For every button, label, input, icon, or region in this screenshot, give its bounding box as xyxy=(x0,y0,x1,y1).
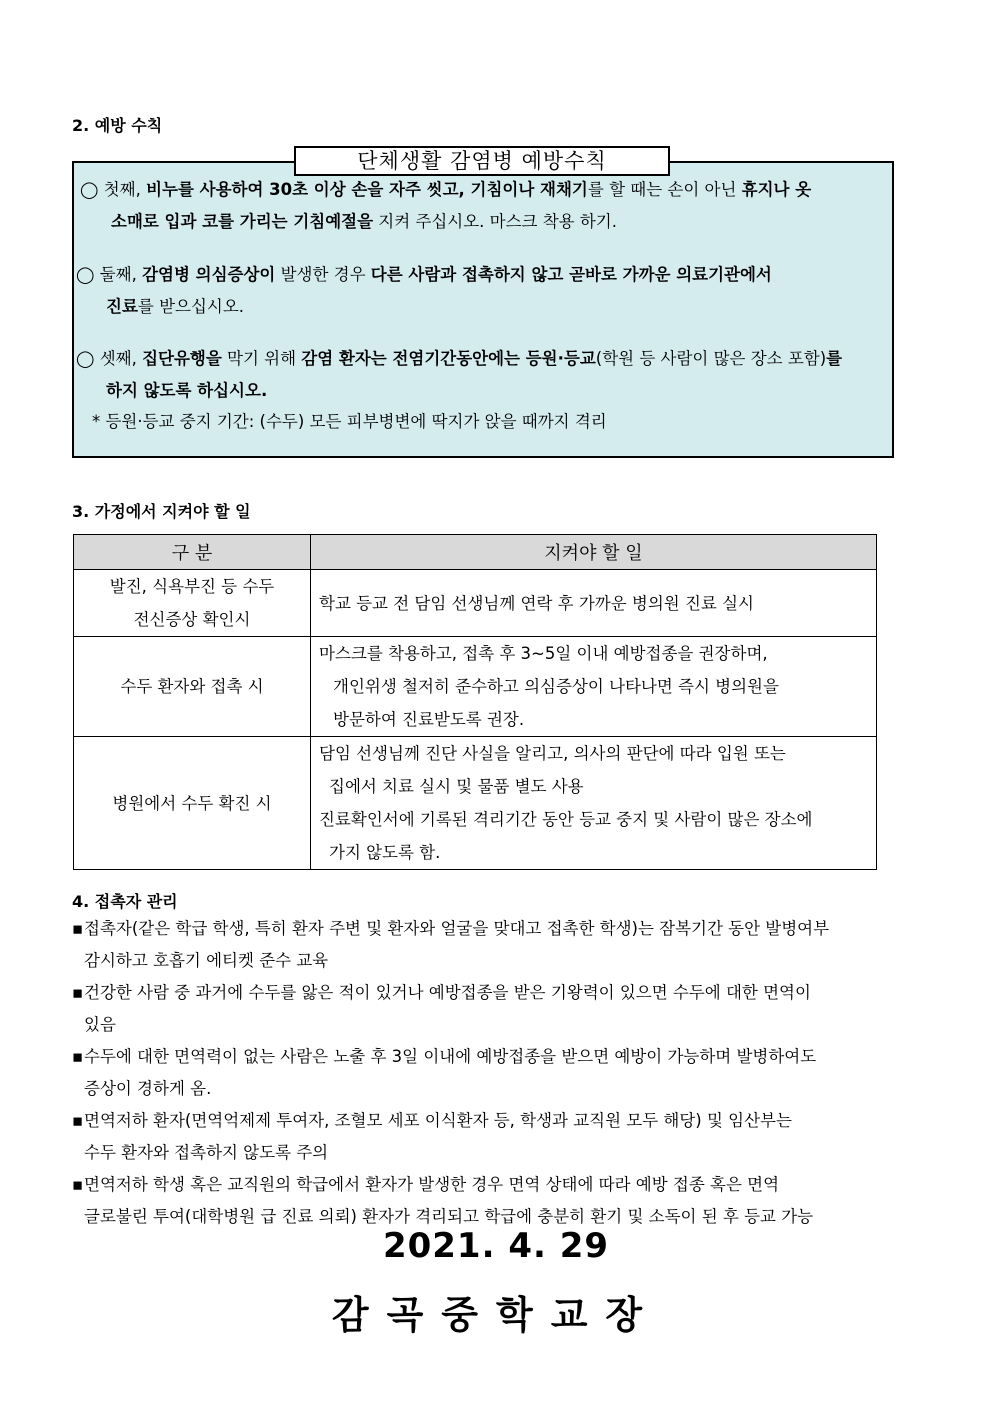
contact-management-list xyxy=(72,913,924,1233)
table-row xyxy=(74,637,877,737)
list-item: ▪ 수두에 대한 면역력이 없는 사람은 노출 후 3일 이내에 예방접종을 받으면 예방이 가능하며 발병하여도 증상이 경하게 옴. xyxy=(72,1047,817,1098)
list-item: ▪ 접촉자(같은 학급 학생, 특히 환자 주변 및 환자와 얼굴을 맞대고 접촉한 학생)는 잠복기간 동안 발병여부 감시하고 호흡기 에티켓 준수 교육 xyxy=(72,919,830,970)
table-header-row xyxy=(74,535,877,570)
table-row xyxy=(74,737,877,870)
rule-second: ◯ 둘째, 감염병 의심증상이 발생한 경우 다른 사람과 접촉하지 않고 곧바로 가까운 의료기관에서 진료를 받으십시오. xyxy=(76,265,772,316)
table-cell-action: 마스크를 착용하고, 접촉 후 3~5일 이내 예방접종을 권장하며, 개인위생 철저히 준수하고 의심증상이 나타나면 즉시 병의원을 방문하여 진료받도록 권장. xyxy=(311,637,877,737)
table-cell-category: 수두 환자와 접촉 시 xyxy=(74,637,311,737)
table-cell-category: 발진, 식욕부진 등 수두 전신증상 확인시 xyxy=(74,570,311,637)
rule-first: ◯ 첫째, 비누를 사용하여 30초 이상 손을 자주 씻고, 기침이나 재채기를 할 때는 손이 아닌 휴지나 옷 소매로 입과 코를 가리는 기침예절을 지켜 주십시오. 마스크 착용 하기. xyxy=(80,180,812,231)
document-date: 2021. 4. 29 xyxy=(382,1226,610,1266)
list-item: ▪ 건강한 사람 중 과거에 수두를 앓은 적이 있거나 예방접종을 받은 기왕력이 있으면 수두에 대한 면역이 있음 xyxy=(72,983,811,1034)
signer-school-principal: 감곡중학교장 xyxy=(331,1293,661,1337)
table-cell-category: 병원에서 수두 확진 시 xyxy=(74,737,311,870)
prevention-rules-title: 단체생활 감염병 예방수칙 xyxy=(294,146,670,176)
section-2-title: 2. 예방 수칙 xyxy=(72,116,163,135)
table-header-category: 구 분 xyxy=(74,535,311,570)
table-cell-action: 담임 선생님께 진단 사실을 알리고, 의사의 판단에 따라 입원 또는 집에서 치료 실시 및 물품 별도 사용 진료확인서에 기록된 격리기간 동안 등교 중지 및 사람이 많은 장소에 가지 않도록 함. xyxy=(311,737,877,870)
list-item: ▪ 면역저하 환자(면역억제제 투여자, 조혈모 세포 이식환자 등, 학생과 교직원 모두 해당) 및 임산부는 수두 환자와 접촉하지 않도록 주의 xyxy=(72,1111,792,1162)
quarantine-note: * 등원·등교 중지 기간: (수두) 모든 피부병변에 딱지가 앉을 때까지 격리 xyxy=(92,412,607,431)
table-row xyxy=(74,570,877,637)
list-item: ▪ 면역저하 학생 혹은 교직원의 학급에서 환자가 발생한 경우 면역 상태에 따라 예방 접종 혹은 면역 글로불린 투여(대학병원 급 진료 의뢰) 환자가 격리되고 학급에 충분히 환기 및 소독이 된 후 등교 가능 xyxy=(72,1175,814,1226)
rule-third: ◯ 셋째, 집단유행을 막기 위해 감염 환자는 전염기간동안에는 등원·등교(학원 등 사람이 많은 장소 포함)를 하지 않도록 하십시오. xyxy=(76,349,843,400)
section-3-title: 3. 가정에서 지켜야 할 일 xyxy=(72,502,251,521)
section-4-title: 4. 접촉자 관리 xyxy=(72,892,178,911)
table-header-action: 지켜야 할 일 xyxy=(311,535,877,570)
table-cell-action: 학교 등교 전 담임 선생님께 연락 후 가까운 병의원 진료 실시 xyxy=(311,570,877,637)
home-guide-table xyxy=(73,534,877,870)
